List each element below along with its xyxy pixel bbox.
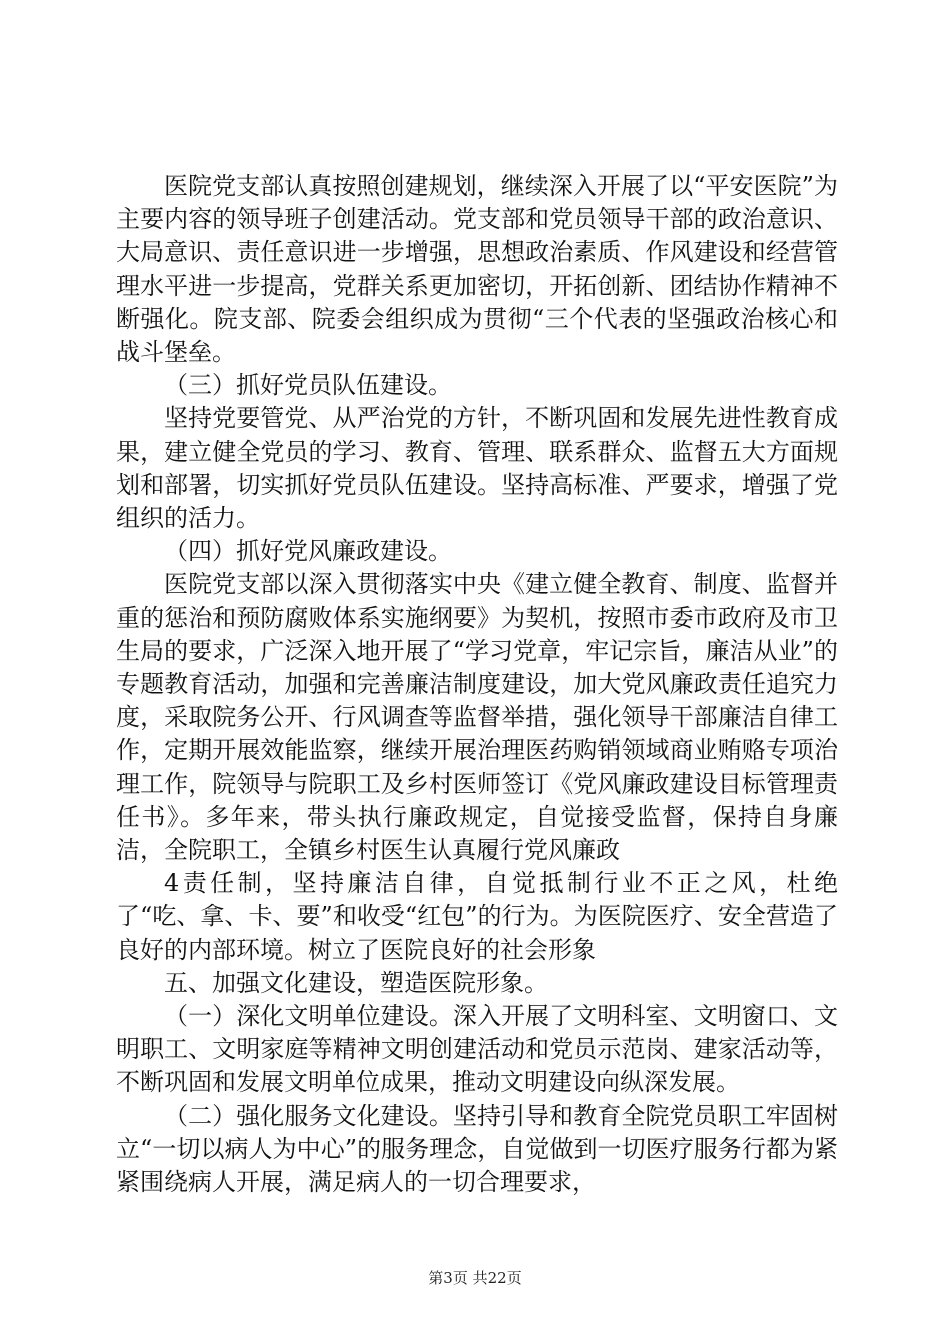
paragraph-party-branch-creation: 医院党支部认真按照创建规划，继续深入开展了以“平安医院”为主要内容的领导班子创建活动。党支部和党员领导干部的政治意识、大局意识、责任意识进一步增强，思想政治素质、作风建设和经营管理水平进一步提高，党群关系更加密切，开拓创新、团结协作精神不断强化。院支部、院委会组织成为贯彻“三个代表的坚强政治核心和战斗堡垒。 — [116, 172, 838, 367]
paragraph-clean-government: 医院党支部以深入贯彻落实中央《建立健全教育、制度、监督并重的惩治和预防腐败体系实施纲要》为契机，按照市委市政府及市卫生局的要求，广泛深入地开展了“学习党章，牢记宗旨，廉洁从业”的专题教育活动，加强和完善廉洁制度建设，加大党风廉政责任追究力度，采取院务公开、行风调查等监督举措，强化领导干部廉洁自律工作，定期开展效能监察，继续开展治理医药购销领域商业贿赂专项治理工作，院领导与院职工及乡村医师签订《党风廉政建设目标管理责任书》。多年来，带头执行廉政规定，自觉接受监督，保持自身廉洁，全院职工，全镇乡村医生认真履行党风廉政 — [116, 570, 838, 865]
heading-culture-building: 五、加强文化建设，塑造医院形象。 — [164, 968, 548, 997]
document-body — [116, 170, 838, 1199]
paragraph-party-member-team: 坚持党要管党、从严治党的方针，不断巩固和发展先进性教育成果，建立健全党员的学习、教育、管理、联系群众、监督五大方面规划和部署，切实抓好党员队伍建设。坚持高标准、严要求，增强了党组织的活力。 — [116, 404, 838, 533]
heading-clean-government: （四）抓好党风廉政建设。 — [164, 537, 452, 566]
page-footer: 第3页 共22页 — [428, 1269, 522, 1287]
paragraph-civilized-unit: （一）深化文明单位建设。深入开展了文明科室、文明窗口、文明职工、文明家庭等精神文明创建活动和党员示范岗、建家活动等，不断巩固和发展文明单位成果，推动文明建设向纵深发展。 — [116, 1002, 838, 1097]
paragraph-service-culture: （二）强化服务文化建设。坚持引导和教育全院党员职工牢固树立“一切以病人为中心”的服务理念，自觉做到一切医疗服务行都为紧紧围绕病人开展，满足病人的一切合理要求， — [116, 1101, 838, 1197]
heading-party-member-team: （三）抓好党员队伍建设。 — [164, 371, 452, 400]
paragraph-responsibility-system: 4责任制，坚持廉洁自律，自觉抵制行业不正之风，杜绝了“吃、拿、卡、要”和收受“红包”的行为。为医院医疗、安全营造了良好的内部环境。树立了医院良好的社会形象 — [116, 869, 838, 964]
